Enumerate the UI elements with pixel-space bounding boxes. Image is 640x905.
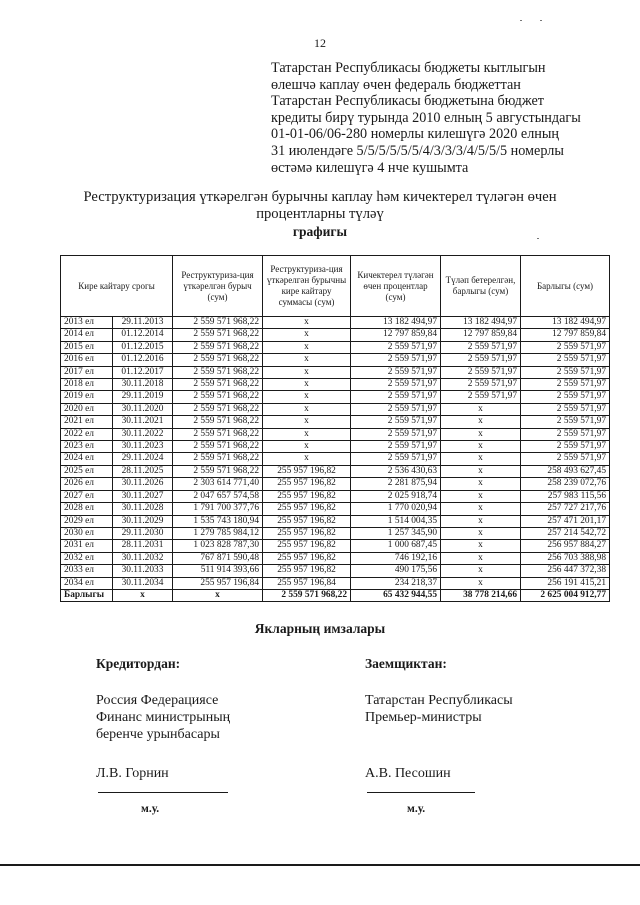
table-row	[61, 465, 610, 477]
table-row	[61, 341, 610, 353]
borrower-organization	[365, 692, 513, 726]
total-total-cell: 2 625 004 912,77	[521, 589, 610, 601]
borrower-signature-line	[367, 782, 475, 793]
year-cell: 2030 ел	[61, 527, 113, 539]
year-cell: 2020 ел	[61, 403, 113, 415]
annex-line: өстәмә килешүгә 4 нче кушымта	[271, 159, 469, 176]
repayment-cell: x	[263, 317, 351, 329]
total-cell: 13 182 494,97	[521, 317, 610, 329]
debt-cell: 2 559 571 968,22	[173, 391, 263, 403]
interest-cell: 1 257 345,90	[351, 527, 441, 539]
total-cell: 257 471 201,17	[521, 515, 610, 527]
total-cell: 2 559 571,97	[521, 391, 610, 403]
paid-cell: x	[441, 515, 521, 527]
repayment-cell: x	[263, 341, 351, 353]
scan-speck	[540, 20, 542, 21]
interest-cell: 2 559 571,97	[351, 379, 441, 391]
table-row	[61, 354, 610, 366]
table-row	[61, 317, 610, 329]
document-title	[0, 189, 640, 240]
paid-cell: x	[441, 503, 521, 515]
title-line-3: графигы	[292, 224, 348, 239]
table-row	[61, 577, 610, 589]
table-row	[61, 366, 610, 378]
debt-cell: 2 559 571 968,22	[173, 465, 263, 477]
header-deferred-interest: Кичектерел түләгән өчен процентлар (сум)	[351, 256, 441, 317]
creditor-signatory-name: Л.В. Горнин	[96, 766, 169, 781]
annex-line: Татарстан Республикасы бюджеты кытлыгын	[271, 60, 546, 76]
date-cell: 30.11.2023	[113, 441, 173, 453]
borrower-seal-mark: м.у.	[407, 803, 426, 815]
year-cell: 2013 ел	[61, 317, 113, 329]
debt-cell: 2 303 614 771,40	[173, 478, 263, 490]
total-cell: 2 559 571,97	[521, 441, 610, 453]
interest-cell: 2 281 875,94	[351, 478, 441, 490]
signatures-title: Якларның имзалары	[254, 621, 386, 636]
total-cell: 2 559 571,97	[521, 453, 610, 465]
date-cell: 30.11.2018	[113, 379, 173, 391]
table-row	[61, 515, 610, 527]
total-cell: 257 983 115,56	[521, 490, 610, 502]
interest-cell: 2 559 571,97	[351, 341, 441, 353]
repayment-schedule-table	[60, 255, 610, 602]
paid-cell: 13 182 494,97	[441, 317, 521, 329]
total-cell: 256 447 372,38	[521, 565, 610, 577]
header-repayment-amount: Реструктуриза-ция үткәрелгән бурычны кире кайтару суммасы (сум)	[263, 256, 351, 317]
table-row	[61, 391, 610, 403]
annex-line: өлешчә каплау өчен федераль бюджеттан	[271, 76, 521, 93]
debt-cell: 2 559 571 968,22	[173, 403, 263, 415]
interest-cell: 2 559 571,97	[351, 416, 441, 428]
debt-cell: 2 559 571 968,22	[173, 428, 263, 440]
debt-cell: 767 871 590,48	[173, 552, 263, 564]
total-cell: 256 957 884,27	[521, 540, 610, 552]
annex-line: 31 июлендәге 5/5/5/5/5/5/4/3/3/3/4/5/5/5 номерлы	[271, 142, 564, 159]
year-cell: 2016 ел	[61, 354, 113, 366]
debt-cell: 2 559 571 968,22	[173, 441, 263, 453]
table-total-row	[61, 589, 610, 601]
paid-cell: x	[441, 416, 521, 428]
debt-cell: 2 559 571 968,22	[173, 341, 263, 353]
paid-cell: x	[441, 441, 521, 453]
paid-cell: x	[441, 577, 521, 589]
year-cell: 2015 ел	[61, 341, 113, 353]
repayment-cell: 255 957 196,82	[263, 565, 351, 577]
header-restructured-debt: Реструктуриза-ция үткәрелгән бурыч (сум)	[173, 256, 263, 317]
borrower-org-line: Татарстан Республикасы	[365, 693, 513, 708]
table-row	[61, 416, 610, 428]
debt-cell: 2 559 571 968,22	[173, 329, 263, 341]
date-cell: 30.11.2027	[113, 490, 173, 502]
total-cell: 2 559 571,97	[521, 354, 610, 366]
total-repayment-cell: 2 559 571 968,22	[263, 589, 351, 601]
borrower-heading: Заемщиктан:	[365, 656, 447, 671]
total-cell: 2 559 571,97	[521, 366, 610, 378]
interest-cell: 2 559 571,97	[351, 428, 441, 440]
annex-reference	[271, 60, 611, 176]
table-row	[61, 503, 610, 515]
interest-cell: 2 559 571,97	[351, 354, 441, 366]
interest-cell: 2 536 430,63	[351, 465, 441, 477]
year-cell: 2022 ел	[61, 428, 113, 440]
interest-cell: 2 559 571,97	[351, 391, 441, 403]
date-cell: 30.11.2026	[113, 478, 173, 490]
date-cell: 30.11.2022	[113, 428, 173, 440]
repayment-cell: x	[263, 329, 351, 341]
date-cell: 01.12.2016	[113, 354, 173, 366]
paid-cell: x	[441, 527, 521, 539]
repayment-cell: x	[263, 366, 351, 378]
debt-cell: 1 023 828 787,30	[173, 540, 263, 552]
repayment-cell: x	[263, 416, 351, 428]
total-cell: 12 797 859,84	[521, 329, 610, 341]
repayment-cell: x	[263, 391, 351, 403]
year-cell: 2033 ел	[61, 565, 113, 577]
year-cell: 2034 ел	[61, 577, 113, 589]
year-cell: 2021 ел	[61, 416, 113, 428]
total-cell: 256 703 388,98	[521, 552, 610, 564]
table-header-row	[61, 256, 610, 317]
interest-cell: 12 797 859,84	[351, 329, 441, 341]
paid-cell: x	[441, 565, 521, 577]
total-cell: 2 559 571,97	[521, 416, 610, 428]
year-cell: 2027 ел	[61, 490, 113, 502]
year-cell: 2032 ел	[61, 552, 113, 564]
date-cell: 30.11.2029	[113, 515, 173, 527]
debt-cell: 2 559 571 968,22	[173, 416, 263, 428]
year-cell: 2023 ел	[61, 441, 113, 453]
repayment-cell: 255 957 196,82	[263, 552, 351, 564]
total-cell: 2 559 571,97	[521, 341, 610, 353]
creditor-org-line: Россия Федерациясе	[96, 693, 219, 708]
date-cell: 01.12.2017	[113, 366, 173, 378]
date-cell: 29.11.2013	[113, 317, 173, 329]
creditor-seal-mark: м.у.	[141, 803, 160, 815]
paid-cell: x	[441, 552, 521, 564]
paid-cell: x	[441, 540, 521, 552]
total-cell: 256 191 415,21	[521, 577, 610, 589]
date-cell: 29.11.2030	[113, 527, 173, 539]
total-year-cell: Барлыгы	[61, 589, 113, 601]
date-cell: 28.11.2031	[113, 540, 173, 552]
annex-line: Татарстан Республикасы бюджетына бюджет	[271, 93, 544, 110]
repayment-cell: x	[263, 428, 351, 440]
date-cell: 30.11.2032	[113, 552, 173, 564]
table-row	[61, 403, 610, 415]
table-row	[61, 540, 610, 552]
scan-bottom-edge	[0, 864, 640, 866]
debt-cell: 511 914 393,66	[173, 565, 263, 577]
total-cell: 257 214 542,72	[521, 527, 610, 539]
repayment-cell: 255 957 196,82	[263, 540, 351, 552]
paid-cell: x	[441, 453, 521, 465]
debt-cell: 255 957 196,84	[173, 577, 263, 589]
date-cell: 29.11.2019	[113, 391, 173, 403]
header-repayment-term: Кире кайтару срогы	[61, 256, 173, 317]
date-cell: 30.11.2028	[113, 503, 173, 515]
creditor-org-line: беренче урынбасары	[96, 727, 220, 742]
scan-speck	[537, 238, 539, 239]
paid-cell: x	[441, 428, 521, 440]
table-row	[61, 441, 610, 453]
debt-cell: 1 535 743 180,94	[173, 515, 263, 527]
total-debt-cell: x	[173, 589, 263, 601]
interest-cell: 2 559 571,97	[351, 453, 441, 465]
date-cell: 01.12.2014	[113, 329, 173, 341]
page-number: 12	[314, 36, 326, 50]
debt-cell: 2 047 657 574,58	[173, 490, 263, 502]
interest-cell: 2 559 571,97	[351, 403, 441, 415]
interest-cell: 1 770 020,94	[351, 503, 441, 515]
table-row	[61, 490, 610, 502]
interest-cell: 746 192,16	[351, 552, 441, 564]
scan-speck	[520, 20, 522, 21]
paid-cell: 2 559 571,97	[441, 379, 521, 391]
interest-cell: 2 559 571,97	[351, 366, 441, 378]
repayment-cell: x	[263, 441, 351, 453]
table-row	[61, 453, 610, 465]
creditor-organization	[96, 692, 230, 743]
year-cell: 2024 ел	[61, 453, 113, 465]
repayment-cell: 255 957 196,82	[263, 465, 351, 477]
table-row	[61, 552, 610, 564]
year-cell: 2031 ел	[61, 540, 113, 552]
table-row	[61, 527, 610, 539]
debt-cell: 2 559 571 968,22	[173, 453, 263, 465]
title-line-1: Реструктуризация үткәрелгән бурычны каплау һәм кичектерел түләгән өчен	[83, 189, 557, 205]
table-row	[61, 329, 610, 341]
date-cell: 30.11.2020	[113, 403, 173, 415]
interest-cell: 2 559 571,97	[351, 441, 441, 453]
interest-cell: 1 000 687,45	[351, 540, 441, 552]
total-date-cell: x	[113, 589, 173, 601]
interest-cell: 234 218,37	[351, 577, 441, 589]
interest-cell: 1 514 004,35	[351, 515, 441, 527]
title-line-2: процентларны түләү	[256, 206, 384, 222]
repayment-cell: x	[263, 354, 351, 366]
repayment-cell: x	[263, 453, 351, 465]
total-cell: 258 493 627,45	[521, 465, 610, 477]
paid-cell: 12 797 859,84	[441, 329, 521, 341]
paid-cell: x	[441, 490, 521, 502]
year-cell: 2018 ел	[61, 379, 113, 391]
date-cell: 30.11.2021	[113, 416, 173, 428]
repayment-cell: 255 957 196,82	[263, 478, 351, 490]
header-grand-total: Барлыгы (сум)	[521, 256, 610, 317]
debt-cell: 2 559 571 968,22	[173, 317, 263, 329]
year-cell: 2019 ел	[61, 391, 113, 403]
repayment-cell: 255 957 196,82	[263, 527, 351, 539]
borrower-signatory-name: А.В. Песошин	[365, 766, 451, 781]
paid-cell: 2 559 571,97	[441, 391, 521, 403]
total-paid-cell: 38 778 214,66	[441, 589, 521, 601]
creditor-signature-line	[98, 782, 228, 793]
paid-cell: x	[441, 403, 521, 415]
creditor-signature-block	[96, 655, 230, 818]
table-row	[61, 478, 610, 490]
debt-cell: 2 559 571 968,22	[173, 379, 263, 391]
paid-cell: x	[441, 478, 521, 490]
total-cell: 2 559 571,97	[521, 428, 610, 440]
date-cell: 30.11.2034	[113, 577, 173, 589]
paid-cell: 2 559 571,97	[441, 354, 521, 366]
repayment-cell: x	[263, 403, 351, 415]
creditor-org-line: Финанс министрының	[96, 710, 231, 725]
date-cell: 01.12.2015	[113, 341, 173, 353]
creditor-heading: Кредитордан:	[96, 656, 181, 671]
borrower-org-line: Премьер-министры	[365, 710, 482, 725]
interest-cell: 2 025 918,74	[351, 490, 441, 502]
repayment-cell: 255 957 196,82	[263, 503, 351, 515]
repayment-cell: 255 957 196,84	[263, 577, 351, 589]
repayment-cell: 255 957 196,82	[263, 515, 351, 527]
date-cell: 29.11.2024	[113, 453, 173, 465]
annex-line: кредиты бирү турында 2010 елның 5 августындагы	[271, 109, 581, 126]
repayment-cell: x	[263, 379, 351, 391]
year-cell: 2017 ел	[61, 366, 113, 378]
year-cell: 2028 ел	[61, 503, 113, 515]
date-cell: 30.11.2033	[113, 565, 173, 577]
total-interest-cell: 65 432 944,55	[351, 589, 441, 601]
total-cell: 258 239 072,76	[521, 478, 610, 490]
total-cell: 2 559 571,97	[521, 403, 610, 415]
paid-cell: x	[441, 465, 521, 477]
interest-cell: 13 182 494,97	[351, 317, 441, 329]
debt-cell: 1 279 785 984,12	[173, 527, 263, 539]
paid-cell: 2 559 571,97	[441, 366, 521, 378]
header-paid-total: Түләп бетерелгән, барлыгы (сум)	[441, 256, 521, 317]
debt-cell: 1 791 700 377,76	[173, 503, 263, 515]
borrower-signature-block	[365, 655, 513, 818]
table-row	[61, 428, 610, 440]
debt-cell: 2 559 571 968,22	[173, 354, 263, 366]
debt-cell: 2 559 571 968,22	[173, 366, 263, 378]
paid-cell: 2 559 571,97	[441, 341, 521, 353]
total-cell: 257 727 217,76	[521, 503, 610, 515]
interest-cell: 490 175,56	[351, 565, 441, 577]
table-row	[61, 379, 610, 391]
repayment-cell: 255 957 196,82	[263, 490, 351, 502]
year-cell: 2026 ел	[61, 478, 113, 490]
year-cell: 2029 ел	[61, 515, 113, 527]
year-cell: 2025 ел	[61, 465, 113, 477]
year-cell: 2014 ел	[61, 329, 113, 341]
total-cell: 2 559 571,97	[521, 379, 610, 391]
table-row	[61, 565, 610, 577]
date-cell: 28.11.2025	[113, 465, 173, 477]
annex-line: 01-01-06/06-280 номерлы килешүгә 2020 елның	[271, 126, 560, 143]
